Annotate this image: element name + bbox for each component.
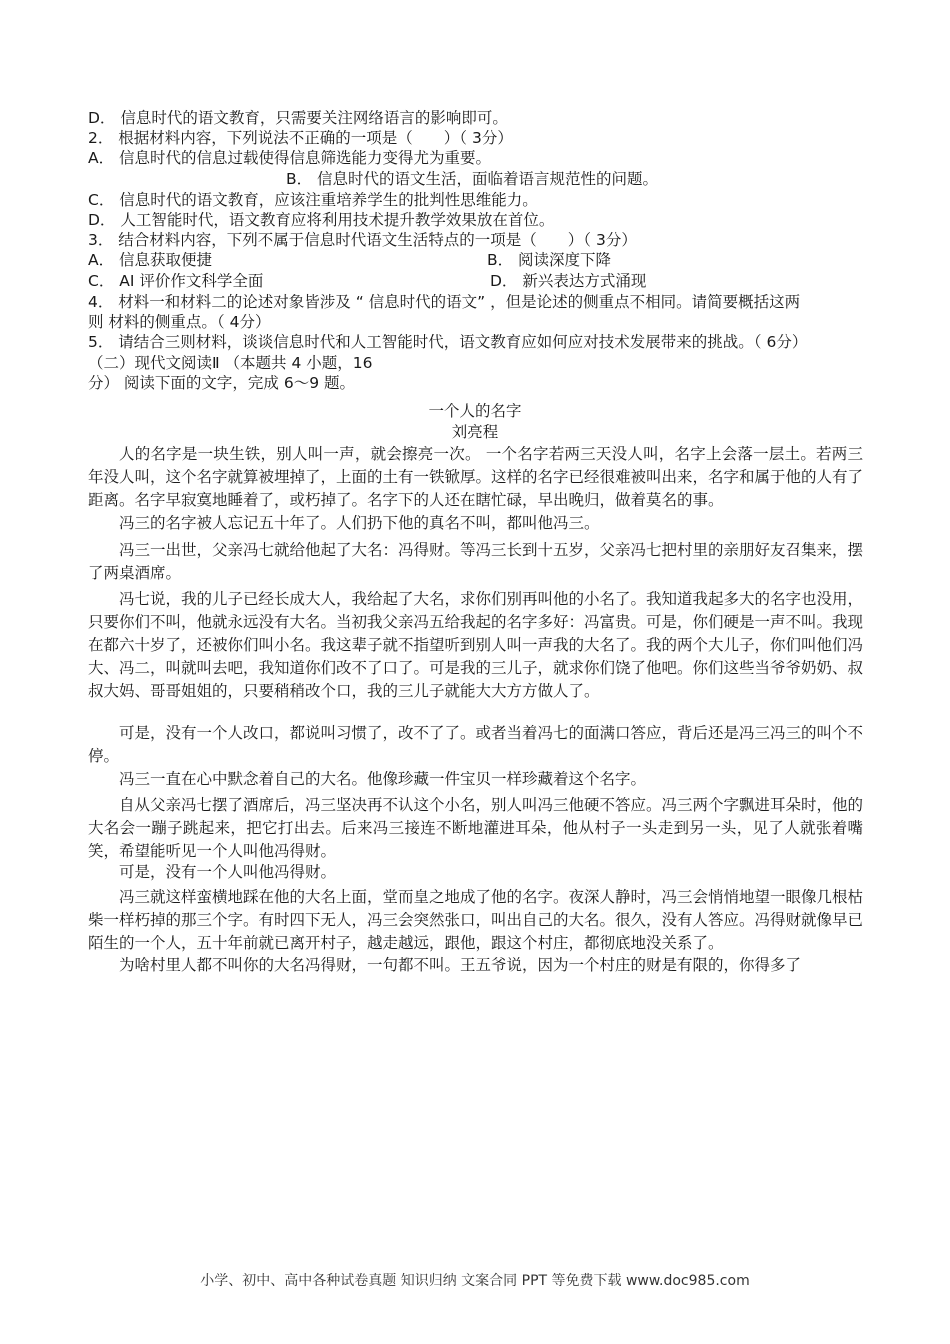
q3-option-a: A． 信息获取便捷 xyxy=(88,251,213,269)
q2-option-b: B． 信息时代的语文生活，面临着语言规范性的问题。 xyxy=(286,170,659,188)
article-paragraph-8: 可是，没有一个人叫他冯得财。 xyxy=(119,863,337,881)
q4-line-1: 4． 材料一和材料二的论述对象皆涉及 “ 信息时代的语文” ，但是论述的侧重点不相同。请简要概括这两 xyxy=(88,293,801,311)
q5: 5． 请结合三则材料，谈谈信息时代和人工智能时代，语文教育应如何应对技术发展带来的挑战。（ 6分） xyxy=(88,333,808,351)
article-paragraph-3: 冯三一出世，父亲冯七就给他起了大名：冯得财。等冯三长到十五岁，父亲冯七把村里的亲朋好友召集来，摆了两桌酒席。 xyxy=(88,541,864,582)
article-paragraph-2: 冯三的名字被人忘记五十年了。人们扔下他的真名不叫，都叫他冯三。 xyxy=(119,514,600,532)
q2-option-a: A． 信息时代的信息过载使得信息筛选能力变得尤为重要。 xyxy=(88,149,492,167)
section-heading-line-1: （二）现代文阅读Ⅱ （本题共 4 小题，16 xyxy=(88,354,373,372)
q2-stem: 2． 根据材料内容，下列说法不正确的一项是（ ）（ 3分） xyxy=(88,129,513,147)
q3-option-c: C． AI 评价作文科学全面 xyxy=(88,272,264,290)
article-paragraph-1: 人的名字是一块生铁，别人叫一声，就会擦亮一次。 一个名字若两三天没人叫，名字上会落一层土。若两三年没人叫，这个名字就算被埋掉了，上面的土有一铁锨厚。这样的名字已经很难被叫出来，名字和属于他的人有了距离。名字早寂寞地睡着了，或朽掉了。名字下的人还在瞎忙碌，早出晚归，做着莫名的事。 xyxy=(88,445,864,509)
article-paragraph-7: 自从父亲冯七摆了酒席后，冯三坚决再不认这个小名，别人叫冯三他硬不答应。冯三两个字飘进耳朵时，他的大名会一蹦子跳起来，把它打出去。后来冯三接连不断地灌进耳朵，他从村子一头走到另一头，见了人就张着嘴笑，希望能听见一个人叫他冯得财。 xyxy=(88,796,864,860)
q2-option-c: C． 信息时代的语文教育，应该注重培养学生的批判性思维能力。 xyxy=(88,191,538,209)
q4-line-2: 则 材料的侧重点。（ 4分） xyxy=(88,313,271,331)
article-paragraph-4: 冯七说，我的儿子已经长成大人，我给起了大名，求你们别再叫他的小名了。我知道我起多大的名字也没用，只要你们不叫，他就永远没有大名。当初我父亲冯五给我起的名字多好：冯富贵。可是，你们硬是一声不叫。我现在都六十岁了，还被你们叫小名。我这辈子就不指望听到别人叫一声我的大名了。我的两个大儿子，你们叫他们冯大、冯二，叫就叫去吧，我知道你们改不了口了。可是我的三儿子，就求你们饶了他吧。你们这些当爷爷奶奶、叔叔大妈、哥哥姐姐的，只要稍稍改个口，我的三儿子就能大大方方做人了。 xyxy=(88,590,864,700)
q2-option-d: D． 人工智能时代，语文教育应将利用技术提升教学效果放在首位。 xyxy=(88,211,555,229)
article-paragraph-5: 可是，没有一个人改口，都说叫习惯了，改不了了。或者当着冯七的面满口答应，背后还是冯三冯三的叫个不停。 xyxy=(88,724,864,765)
q3-option-d: D． 新兴表达方式涌现 xyxy=(490,272,647,290)
article-paragraph-9: 冯三就这样蛮横地踩在他的大名上面，堂而皇之地成了他的名字。夜深人静时，冯三会悄悄地望一眼像几根枯柴一样朽掉的那三个字。有时四下无人，冯三会突然张口，叫出自己的大名。很久，没有人答应。冯得财就像早已陌生的一个人，五十年前就已离开村子，越走越远，跟他，跟这个村庄，都彻底地没关系了。 xyxy=(88,888,864,952)
article-author: 刘亮程 xyxy=(451,423,499,441)
article-paragraph-10: 为啥村里人都不叫你的大名冯得财，一句都不叫。王五爷说，因为一个村庄的财是有限的，你得多了 xyxy=(119,956,802,974)
article-paragraph-6: 冯三一直在心中默念着自己的大名。他像珍藏一件宝贝一样珍藏着这个名字。 xyxy=(119,770,647,788)
section-heading-line-2: 分） 阅读下面的文字，完成 6～9 题。 xyxy=(88,374,356,392)
q3-option-b: B． 阅读深度下降 xyxy=(487,251,612,269)
article-title: 一个人的名字 xyxy=(428,402,522,420)
q1-option-d: D． 信息时代的语文教育，只需要关注网络语言的影响即可。 xyxy=(88,109,508,127)
footer-text: 小学、初中、高中各种试卷真题 知识归纳 文案合同 PPT 等免费下载 www.doc985.com xyxy=(200,1273,750,1289)
q3-stem: 3． 结合材料内容，下列不属于信息时代语文生活特点的一项是（ ）（ 3分） xyxy=(88,231,637,249)
